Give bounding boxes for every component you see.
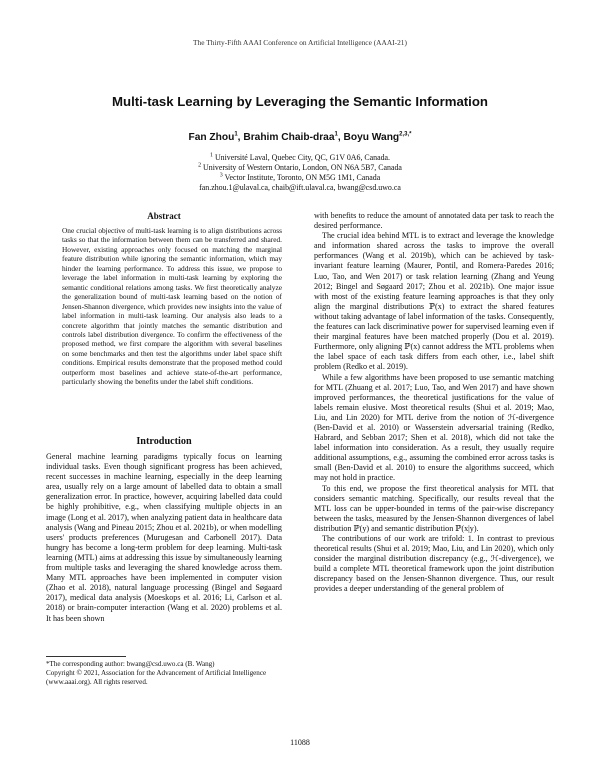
author-affil-mark: 1 [234,131,238,138]
author-affil-mark: 1 [334,131,338,138]
affiliation-text: Vector Institute, Toronto, ON M5G 1M1, Canada [224,173,381,182]
author-emails: fan.zhou.1@ulaval.ca, chaib@ift.ulaval.ca, bwang@csd.uwo.ca [199,183,401,192]
footnote: *The corresponding author: bwang@csd.uwo.ca (B. Wang) Copyright © 2021, Association for the Advancement of Artificial Intelligence (www.aaai.org). All rights reserved. [46,660,267,686]
right-column-text [314,211,554,595]
affiliation-text: Université Laval, Quebec City, QC, G1V 0A6, Canada. [214,153,391,162]
affiliation-line [40,173,560,183]
affil-mark: 1 [209,152,213,159]
abstract-body: One crucial objective of multi-task learning is to align distributions across tasks so that the information between them can be transferred and shared. However, existing approaches only focused on matching the marginal feature distribution while ignoring the semantic information, which may hinder the learning performance. To address this issue, we propose to leverage the label information in multi-task learning by exploring the semantic conditional relations among tasks. We first theoretically analyze the generalization bound of multi-task learning based on the notion of Jensen-Shannon divergence, which provides new insights into the value of label information in multi-task learning. Our analysis also leads to a concrete algorithm that jointly matches the semantic distribution and controls label distribution divergence. To confirm the effectiveness of the proposed method, we first compare the algorithm with several baselines on some benchmarks and then test the algorithms under label space shift conditions. Empirical results demonstrate that the proposed method could outperform most baselines and achieve state-of-the-art performance, particularly showing the benefits under the label shift conditions. [62,226,282,387]
affil-mark: 3 [219,172,223,179]
paper-title: Multi-task Learning by Leveraging the Semantic Information [112,94,488,109]
paragraph: The contributions of our work are trifold: 1. In contrast to previous theoretical results (Shui et al. 2019; Mao, Liu, and Lin 2020), which only consider the marginal distribution discrepancy (e.g., ℋ-divergence), we build a complete MTL theoretical framework upon the joint distribution discrepancy based on the Jensen-Shannon divergence. Thus, our result provides a deeper understanding of the general problem of [314,534,554,594]
author-affil-mark: 2,3,* [399,131,412,138]
affiliation-line [40,153,560,163]
paragraph: The crucial idea behind MTL is to extract and leverage the knowledge and information shared across the tasks to improve the overall performances (Wang et al. 2019b), which can be achieved by task-invariant feature learning (Maurer, Pontil, and Romera-Paredes 2016; Luo, Tao, and Wen 2017) or task relation learning (Zhang and Yeung 2012; Bingel and Søgaard 2017; Zhou et al. 2021b). One major issue with most of the existing feature learning approaches is that they only align the marginal distributions ℙ(x) to extract the shared features without taking advantage of label information of the tasks. Consequently, the features can lack discriminative power for supervised learning even if their marginal features have been matched properly (Dou et al. 2019). Furthermore, only aligning ℙ(x) cannot address the MTL problems when the label space of each task differs from each other, i.e., label shift problem (Redko et al. 2019). [314,231,554,372]
conference-header: The Thirty-Fifth AAAI Conference on Artificial Intelligence (AAAI-21) [193,38,407,47]
affil-mark: 2 [198,162,202,169]
left-column-text [46,452,282,624]
footnote-divider [46,656,126,657]
page-number: 11088 [290,738,310,747]
abstract-heading: Abstract [147,211,181,221]
author-name: Brahim Chaib-draa [243,132,335,143]
paragraph: To this end, we propose the first theoretical analysis for MTL that considers semantic matching. Specifically, our results reveal that the MTL loss can be upper-bounded in terms of the pair-wise discrepancy between the tasks, measured by the Jensen-Shannon divergences of label distribution ℙ(y) and semantic distribution ℙ(x|y). [314,483,554,533]
paragraph: with benefits to reduce the amount of annotated data per task to reach the desired performance. [314,211,554,231]
author-name: Fan Zhou [188,132,235,143]
affiliation-line [40,163,560,173]
paragraph: While a few algorithms have been proposed to use semantic matching for MTL (Zhuang et al. 2017; Luo, Tao, and Wen 2017) and have shown improved performances, the theoretical justifications for the value of labels remain elusive. Most theoretical results (Shui et al. 2019; Mao, Liu, and Lin 2020) for MTL derive from the notion of ℋ-divergence (Ben-David et al. 2010) or Wasserstein adversarial training (Redko, Habrard, and Sebban 2017; Shen et al. 2018), which did not take the label information into consideration. As a result, they usually require additional assumptions, e.g., assuming the combined error across tasks is small (Ben-David et al. 2010) to ensure the algorithms succeed, which may not hold in practice. [314,372,554,483]
affiliation-text: University of Western Ontario, London, ON N6A 5B7, Canada [203,163,402,172]
author-name: Boyu Wang [343,132,400,143]
intro-paragraph: General machine learning paradigms typically focus on learning individual tasks. Even though significant progress has been achieved, recent successes in machine learning, especially in the deep learning area, usually rely on a large amount of labelled data to obtain a small generalization error. In practice, however, acquiring labelled data could be highly prohibitive, e.g., when classifying multiple objects in an image (Long et al. 2017), when analyzing patient data in healthcare data analysis (Wang and Pineau 2015; Zhou et al. 2021b), or when modelling users' products preferences (Murugesan and Carbonell 2017). Data hungry has become a long-term problem for deep learning. Multi-task learning (MTL) aims at addressing this issue by simultaneously learning from multiple tasks and leveraging the shared knowledge across them. Many MTL approaches have been implemented in computer vision (Zhao et al. 2018), natural language processing (Bingel and Søgaard 2017), medical data analysis (Moeskops et al. 2016; Li, Carlson et al. 2018) or brain-computer interaction (Wang et al. 2020) problems et al. It has been shown [46,452,282,623]
author-list: Fan Zhou$^1$, Brahim Chaib-draa$^1$, Boyu Wang$^{2,3,*}$ [188,131,412,143]
introduction-heading: Introduction [136,436,192,447]
